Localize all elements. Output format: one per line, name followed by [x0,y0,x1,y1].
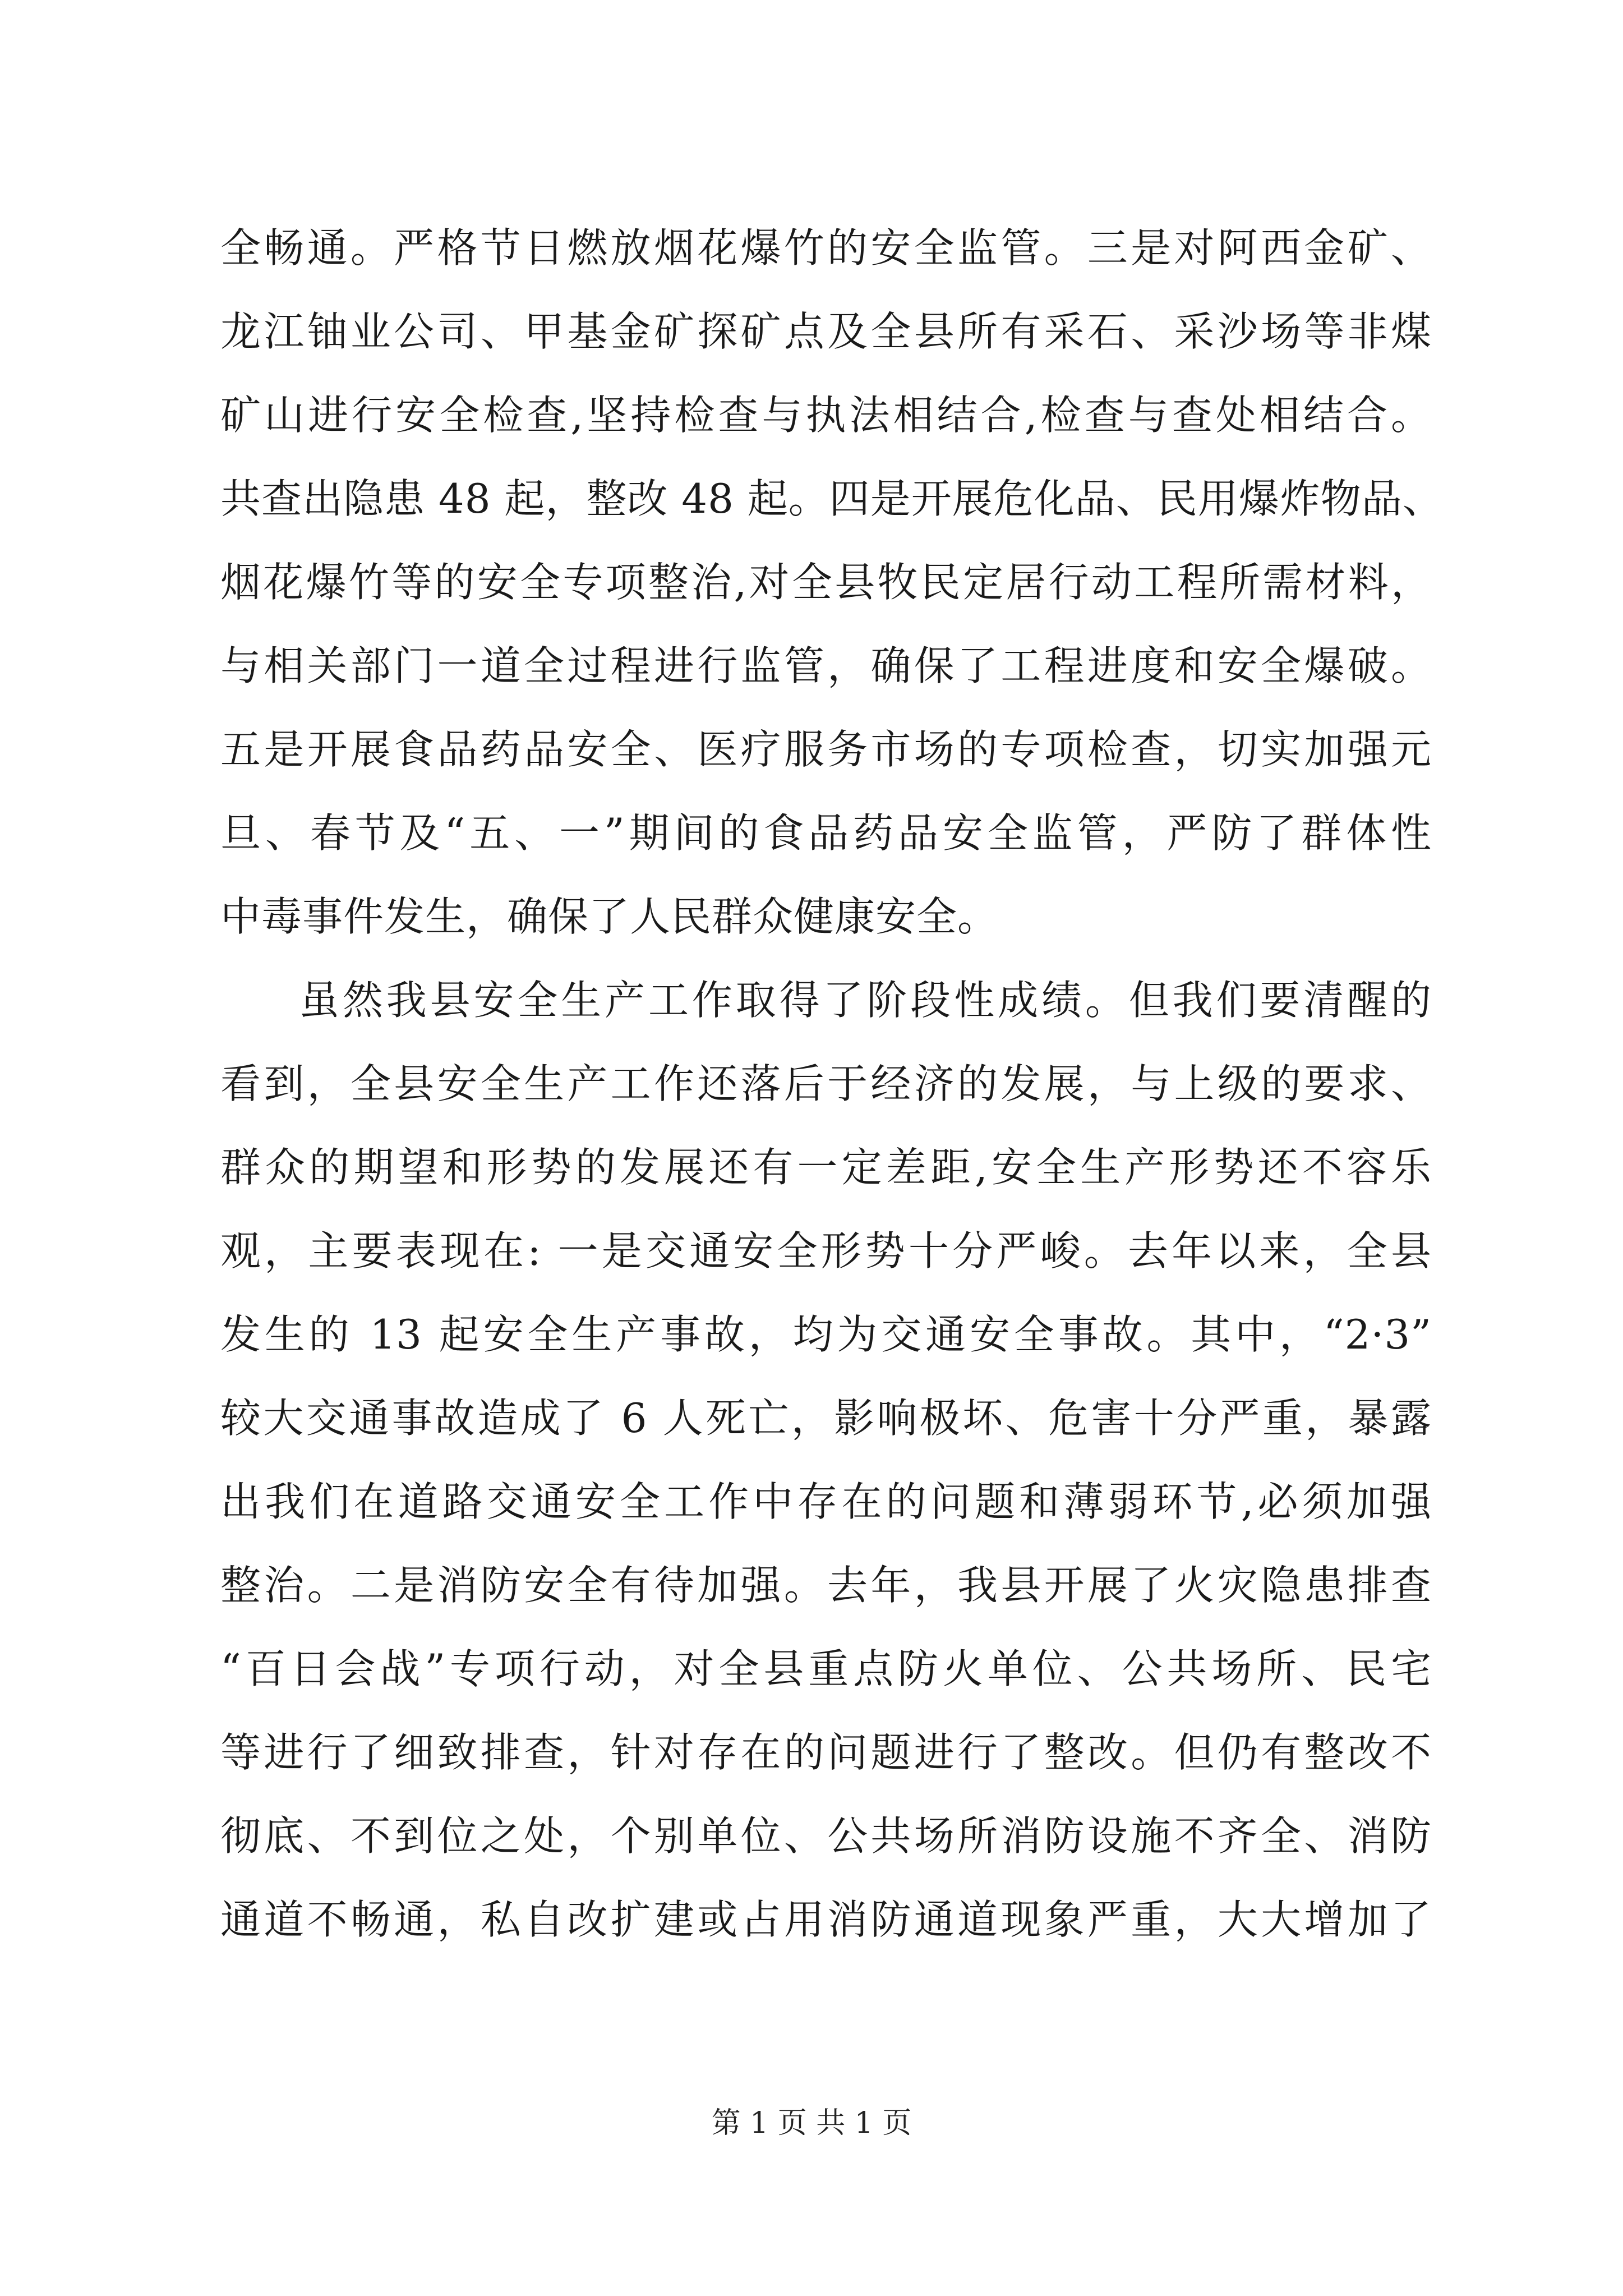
text-line: 共查出隐患 48 起，整改 48 起。四是开展危化品、民用爆炸物品、 [220,475,1444,522]
text-line: 出我们在道路交通安全工作中存在的问题和薄弱环节,必须加强 [220,1478,1432,1525]
text-line: 烟花爆竹等的安全专项整治,对全县牧民定居行动工程所需材料， [220,559,1432,606]
text-line: 矿山进行安全检查,坚持检查与执法相结合,检查与查处相结合。 [220,392,1432,439]
text-line: 整治。二是消防安全有待加强。去年，我县开展了火灾隐患排查 [220,1562,1432,1609]
text-line: 彻底、不到位之处，个别单位、公共场所消防设施不齐全、消防 [220,1812,1432,1860]
text-line: 全畅通。严格节日燃放烟花爆竹的安全监管。三是对阿西金矿、 [220,224,1432,272]
text-line: 发生的 13 起安全生产事故，均为交通安全事故。其中，“2·3” [220,1311,1432,1358]
text-line: 群众的期望和形势的发展还有一定差距,安全生产形势还不容乐 [220,1144,1432,1191]
document-body [220,206,1444,1962]
text-line: 等进行了细致排查，针对存在的问题进行了整改。但仍有整改不 [220,1729,1432,1776]
paragraph-first-line: 虽然我县安全生产工作取得了阶段性成绩。但我们要清醒的 [299,977,1432,1024]
page-number-footer: 第 1 页 共 1 页 [711,2106,912,2140]
text-line: 龙江铀业公司、甲基金矿探矿点及全县所有采石、采沙场等非煤 [220,308,1432,355]
text-line: 与相关部门一道全过程进行监管，确保了工程进度和安全爆破。 [220,642,1432,689]
text-line: 中毒事件发生，确保了人民群众健康安全。 [220,893,999,940]
text-line: 较大交通事故造成了 6 人死亡，影响极坏、危害十分严重，暴露 [220,1395,1432,1442]
text-line: 观，主要表现在: 一是交通安全形势十分严峻。去年以来，全县 [220,1227,1432,1274]
text-line: 旦、春节及“五、一”期间的食品药品安全监管，严防了群体性 [220,809,1432,857]
text-line: 通道不畅通，私自改扩建或占用消防通道现象严重，大大增加了 [220,1896,1432,1943]
text-line: “百日会战”专项行动，对全县重点防火单位、公共场所、民宅 [220,1645,1432,1692]
text-line: 五是开展食品药品安全、医疗服务市场的专项检查，切实加强元 [220,726,1432,773]
text-line: 看到，全县安全生产工作还落后于经济的发展，与上级的要求、 [220,1060,1432,1107]
